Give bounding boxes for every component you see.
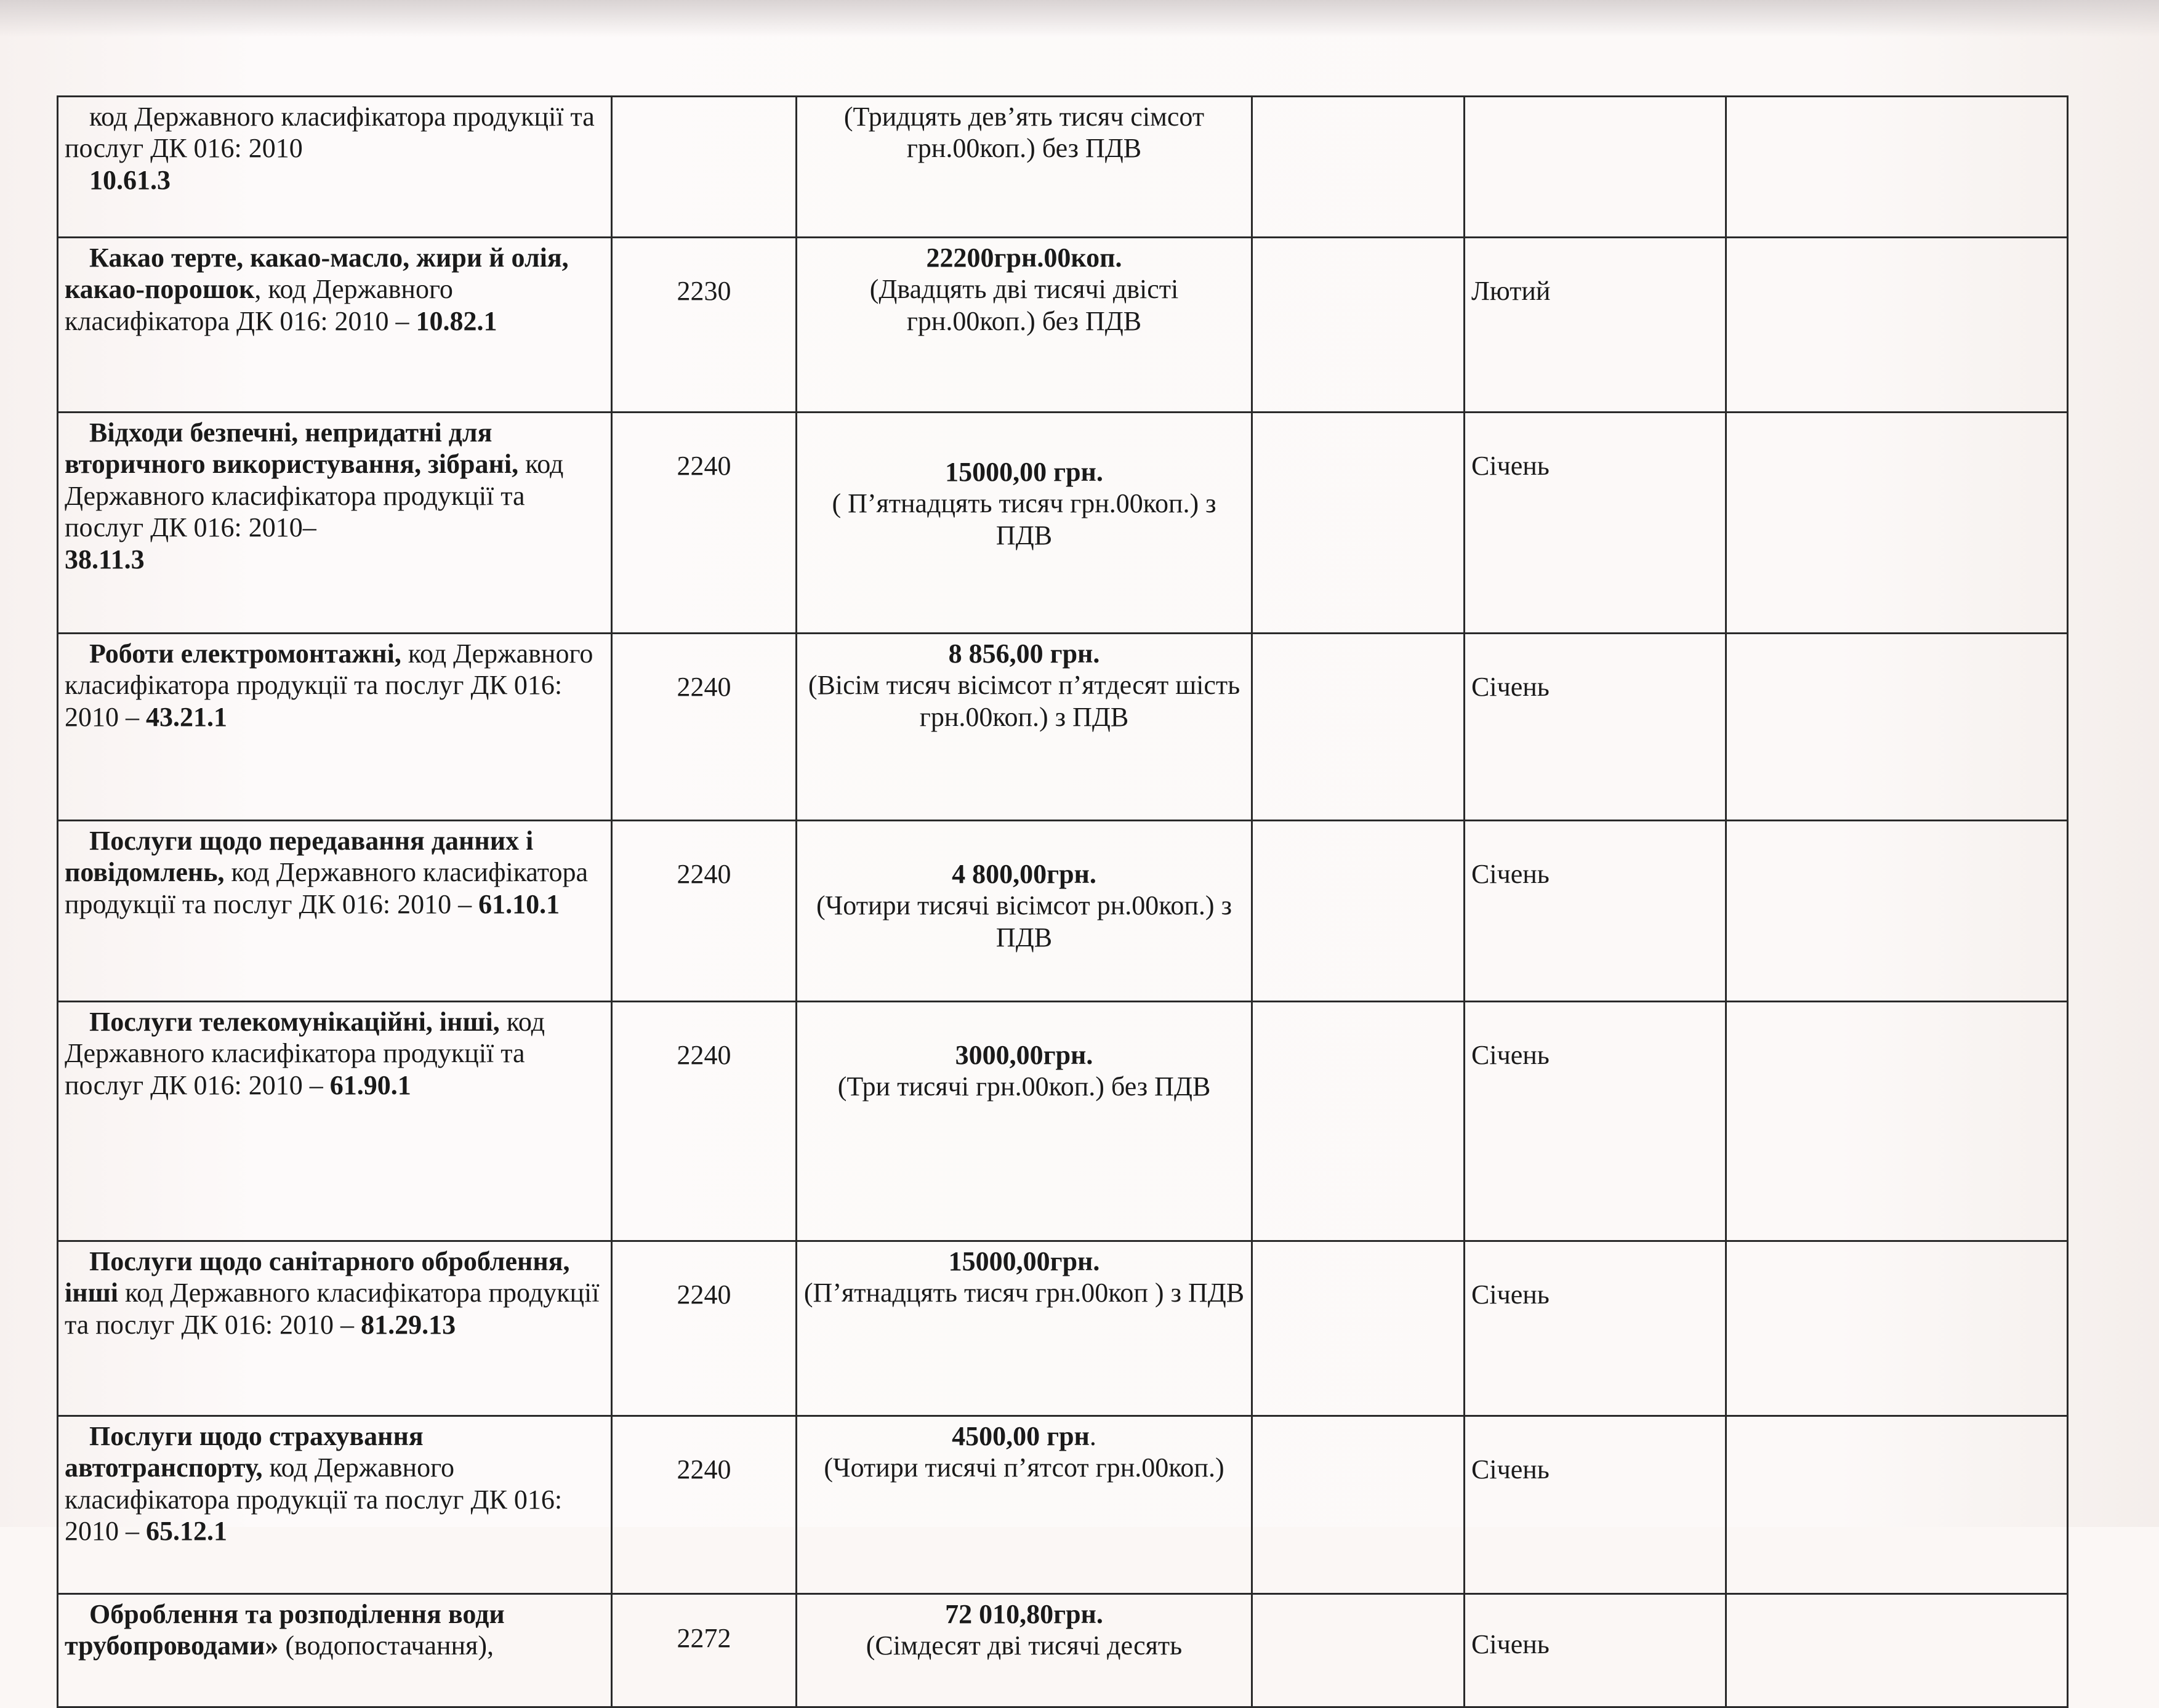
note-cell <box>1726 1416 2068 1594</box>
item-name-plain: , код Державного класифікатора ДК 016: 2010 – <box>65 274 453 336</box>
note-cell <box>1726 1241 2068 1416</box>
item-name-bold: Послуги щодо передавання данних і повідомлень, <box>65 826 534 888</box>
note-cell <box>1726 413 2068 634</box>
kekv-code-cell: 2240 <box>612 1416 797 1594</box>
procurement-table <box>57 95 2069 1708</box>
item-name-cell <box>58 1002 612 1241</box>
month-cell: Січень <box>1465 821 1726 1002</box>
item-name-bold: Какао терте, какао-масло, жири й олія, какао-порошок <box>65 243 569 305</box>
item-classifier-code: 43.21.1 <box>146 701 227 732</box>
item-name-cell <box>58 238 612 413</box>
amount-value: 15000,00грн. <box>948 1246 1100 1276</box>
table-row <box>58 634 2068 821</box>
item-name-plain: код Державного класифікатора продукції та послуг ДК 016: 2010– <box>65 449 564 543</box>
amount-suffix: . <box>1089 1421 1096 1451</box>
amount-number: 4500,00 грн <box>952 1421 1090 1451</box>
amount-words: (Сімдесят дві тисячі десять <box>866 1630 1183 1661</box>
month-cell: Січень <box>1465 1002 1726 1241</box>
month-cell: Січень <box>1465 413 1726 634</box>
item-name-bold: Роботи електромонтажні, <box>89 638 401 669</box>
item-name-cell <box>58 821 612 1002</box>
table-row <box>58 821 2068 1002</box>
amount-value <box>803 1420 1245 1452</box>
table-row <box>58 97 2068 238</box>
kekv-code-cell: 2240 <box>612 634 797 821</box>
kekv-code-cell: 2240 <box>612 413 797 634</box>
amount-value: 72 010,80грн. <box>945 1599 1103 1629</box>
procedure-cell <box>1252 1002 1465 1241</box>
kekv-code-cell: 2240 <box>612 1241 797 1416</box>
procedure-cell <box>1252 634 1465 821</box>
item-name-plain: код Державного класифікатора продукції та послуг ДК 016: 2010 – <box>65 857 588 919</box>
month-cell: Січень <box>1465 634 1726 821</box>
kekv-code-cell: 2230 <box>612 238 797 413</box>
note-cell <box>1726 97 2068 238</box>
amount-value: 22200грн.00коп. <box>926 243 1122 273</box>
item-classifier-code: 10.82.1 <box>416 305 497 336</box>
kekv-code-cell: 2272 <box>612 1594 797 1707</box>
note-cell <box>1726 238 2068 413</box>
table-row <box>58 1241 2068 1416</box>
table-row <box>58 238 2068 413</box>
amount-cell <box>797 634 1252 821</box>
kekv-code-cell: 2240 <box>612 821 797 1002</box>
item-name-plain: код Державного класифікатора продукції та послуг ДК 016: 2010 – <box>65 1007 545 1100</box>
item-classifier-code: 65.12.1 <box>146 1516 227 1547</box>
item-name-bold: Відходи безпечні, непридатні для вторичного використування, зібрані, <box>65 417 519 480</box>
item-name-bold: Послуги щодо санітарного оброблення, інші <box>65 1246 570 1308</box>
procedure-cell <box>1252 1594 1465 1707</box>
item-name-cell <box>58 413 612 634</box>
table-row <box>58 413 2068 634</box>
item-name-plain: (водопостачання), <box>285 1630 494 1661</box>
month-cell: Січень <box>1465 1241 1726 1416</box>
item-name-plain: код Державного класифікатора продукції та послуг ДК 016: 2010 – <box>65 1452 563 1547</box>
amount-cell <box>797 97 1252 238</box>
amount-value: 3000,00грн. <box>955 1040 1093 1070</box>
item-name-cell <box>58 1241 612 1416</box>
amount-value: 4 800,00грн. <box>952 859 1096 889</box>
amount-words: (Три тисячі грн.00коп.) без ПДВ <box>837 1071 1211 1102</box>
amount-value: 8 856,00 грн. <box>948 638 1100 669</box>
amount-words: (Двадцять дві тисячі двісті грн.00коп.) без ПДВ <box>869 274 1179 336</box>
amount-words: (П’ятнадцять тисяч грн.00коп ) з ПДВ <box>803 1278 1245 1308</box>
amount-cell <box>797 413 1252 634</box>
month-cell <box>1465 97 1726 238</box>
procedure-cell <box>1252 1241 1465 1416</box>
procedure-cell <box>1252 821 1465 1002</box>
amount-value: 15000,00 грн. <box>945 457 1103 487</box>
item-name-plain: код Державного класифікатора продукції та послуг ДК 016: 2010 – <box>65 1278 600 1340</box>
item-name-cell <box>58 1594 612 1707</box>
item-name-bold: Послуги телекомунікаційні, інші, <box>89 1007 500 1037</box>
amount-words: (Чотири тисячі п’ятсот грн.00коп.) <box>824 1452 1224 1483</box>
amount-words: (Тридцять дев’ять тисяч сімсот грн.00коп.) без ПДВ <box>843 102 1205 164</box>
note-cell <box>1726 634 2068 821</box>
item-classifier-code: 10.61.3 <box>89 164 171 195</box>
item-name-cell <box>58 634 612 821</box>
table-row <box>58 1002 2068 1241</box>
amount-words: (Чотири тисячі вісімсот рн.00коп.) з ПДВ <box>816 890 1232 953</box>
procedure-cell <box>1252 238 1465 413</box>
item-name-plain: код Державного класифікатора продукції та послуг ДК 016: 2010 – <box>65 638 593 732</box>
amount-cell <box>797 1416 1252 1594</box>
table-row <box>58 1594 2068 1707</box>
amount-cell <box>797 238 1252 413</box>
amount-cell <box>797 1594 1252 1707</box>
item-name-cell <box>58 1416 612 1594</box>
item-classifier-code: 61.90.1 <box>329 1070 411 1100</box>
amount-words: (Вісім тисяч вісімсот п’ятдесят шість грн.00коп.) з ПДВ <box>808 670 1240 732</box>
procedure-cell <box>1252 97 1465 238</box>
item-name-bold: Оброблення та розподілення води трубопроводами» <box>65 1599 505 1661</box>
scan-edge-shadow <box>0 0 2159 37</box>
procedure-cell <box>1252 413 1465 634</box>
amount-cell <box>797 821 1252 1002</box>
note-cell <box>1726 821 2068 1002</box>
month-cell: Січень <box>1465 1594 1726 1707</box>
month-cell: Січень <box>1465 1416 1726 1594</box>
month-cell: Лютий <box>1465 238 1726 413</box>
amount-words: ( П’ятнадцять тисяч грн.00коп.) з ПДВ <box>832 488 1216 550</box>
amount-cell <box>797 1241 1252 1416</box>
table-row <box>58 1416 2068 1594</box>
note-cell <box>1726 1002 2068 1241</box>
item-name-plain: код Державного класифікатора продукції та послуг ДК 016: 2010 <box>65 102 595 164</box>
amount-cell <box>797 1002 1252 1241</box>
item-name-bold: Послуги щодо страхування автотранспорту, <box>65 1421 424 1483</box>
kekv-code-cell: 2240 <box>612 1002 797 1241</box>
item-classifier-code: 61.10.1 <box>478 888 560 919</box>
item-classifier-code: 81.29.13 <box>361 1309 456 1340</box>
kekv-code-cell <box>612 97 797 238</box>
item-name-cell <box>58 97 612 238</box>
note-cell <box>1726 1594 2068 1707</box>
item-classifier-code: 38.11.3 <box>65 544 145 574</box>
procedure-cell <box>1252 1416 1465 1594</box>
